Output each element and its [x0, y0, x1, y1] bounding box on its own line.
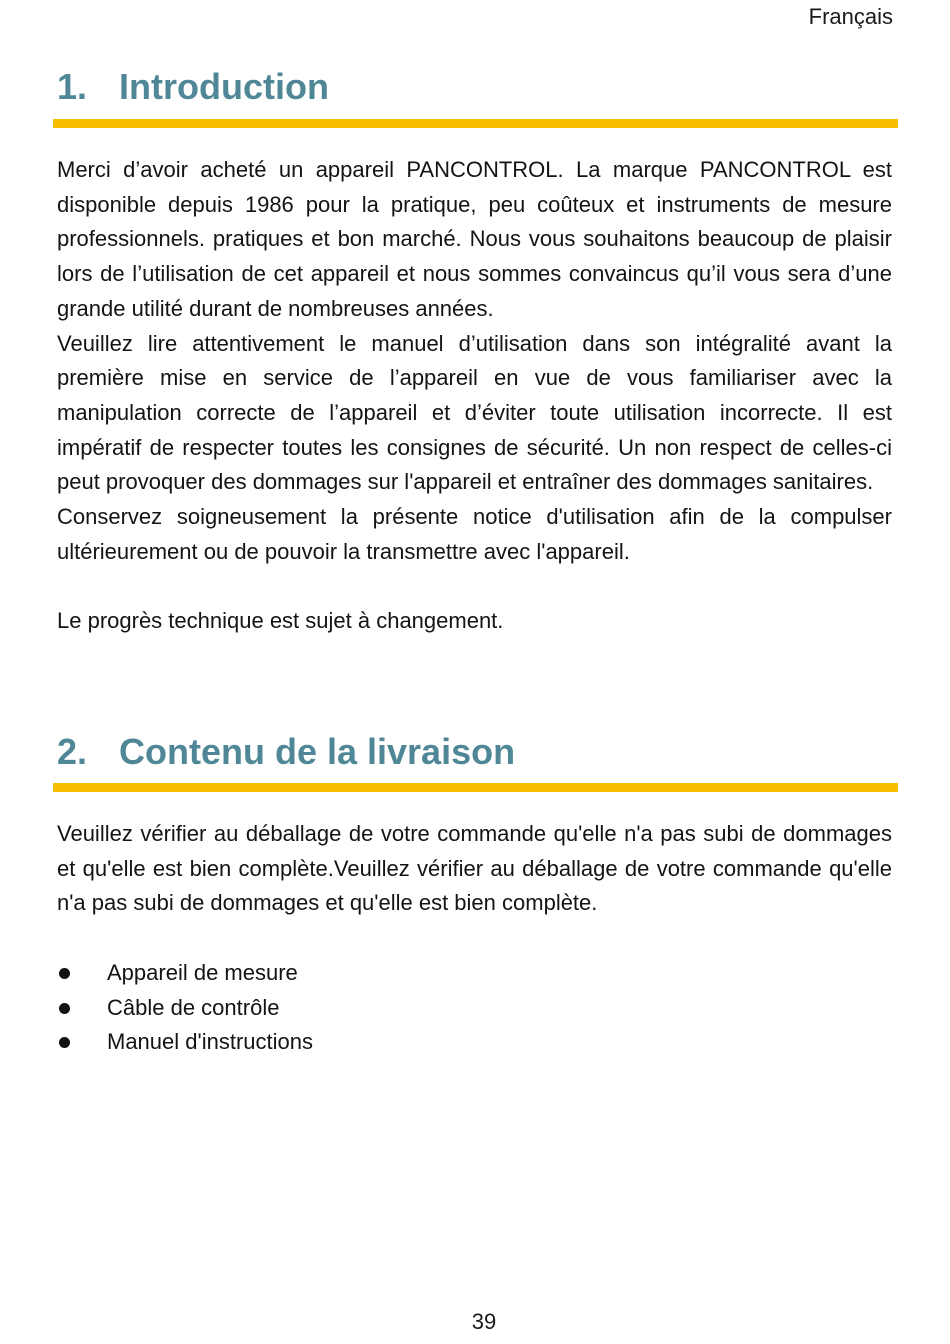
- delivery-items-list: [57, 956, 892, 1060]
- paragraph: Le progrès technique est sujet à changement.: [57, 608, 504, 634]
- list-item: [57, 956, 892, 991]
- list-item-label: Appareil de mesure: [107, 959, 298, 985]
- section-title: Contenu de la livraison: [119, 731, 516, 772]
- paragraph: Veuillez vérifier au déballage de votre commande qu'elle n'a pas subi de dommages et qu'elle est bien complète.Veuillez vérifier au déballage de votre commande qu'elle n'a pas subi de dommages et qu'elle est bien complète.: [57, 821, 892, 916]
- section-heading-introduction: [57, 66, 329, 108]
- paragraph: Merci d’avoir acheté un appareil PANCONTROL. La marque PANCONTROL est disponible depuis 1986 pour la pratique, peu coûteux et instruments de mesure professionnels. pratiques et bon marché. Nous vous souhaitons beaucoup de plaisir lors de l’utilisation de cet appareil et nous sommes convaincus qu’il vous sera d’une grande utilité durant de nombreuses années.: [57, 157, 892, 321]
- list-item: [57, 991, 892, 1026]
- heading-divider: [53, 783, 898, 792]
- bullet-icon: [59, 1003, 70, 1014]
- list-item-label: Câble de contrôle: [107, 994, 280, 1020]
- bullet-icon: [59, 968, 70, 979]
- heading-divider: [53, 119, 898, 128]
- bullet-icon: [59, 1037, 70, 1048]
- list-item: [57, 1025, 892, 1060]
- section-heading-contenu: [57, 731, 515, 773]
- contenu-body: [57, 817, 892, 1060]
- paragraph: Veuillez lire attentivement le manuel d’utilisation dans son intégralité avant la première mise en service de l’appareil en vue de vous familiariser avec la manipulation correcte de l’appareil et d’éviter toute utilisation incorrecte. Il est impératif de respecter toutes les consignes de sécurité. Un non respect de celles-ci peut provoquer des dommages sur l'appareil et entraîner des dommages sanitaires.: [57, 330, 892, 495]
- section-title: Introduction: [119, 66, 329, 107]
- spacer: [57, 569, 892, 604]
- spacer: [57, 921, 892, 956]
- page-number: 39: [471, 1309, 497, 1334]
- section-number: 2.: [57, 731, 88, 772]
- section-number: 1.: [57, 66, 88, 107]
- list-item-label: Manuel d'instructions: [107, 1029, 313, 1055]
- paragraph: Conservez soigneusement la présente notice d'utilisation afin de la compulser ultérieurement ou de pouvoir la transmettre avec l'appareil.: [57, 504, 892, 564]
- introduction-body: [57, 153, 892, 639]
- language-label: Français: [808, 4, 893, 29]
